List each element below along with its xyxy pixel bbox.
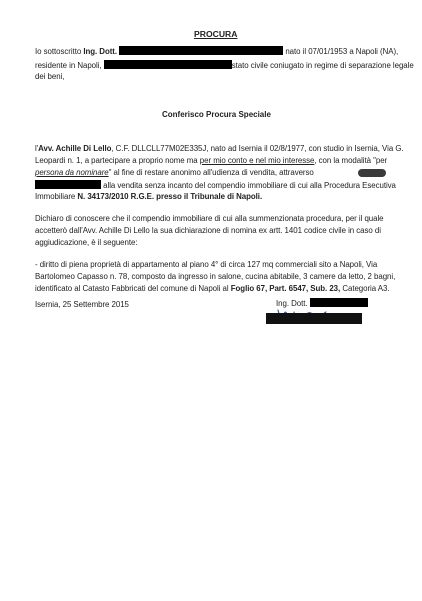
- para3-line-2: Bartolomeo Capasso n. 78, composto da ingresso in salone, cucina abitabile, 3 camere da letto, 2 bagni,: [35, 272, 396, 281]
- para1-line-2: Leopardi n. 1, a partecipare a proprio nome ma per mio conto e nel mio interesse, con la modalità "per: [35, 156, 388, 165]
- redacted-name: [119, 46, 283, 55]
- para1-line-5: Immobiliare N. 34173/2010 R.G.E. presso il Tribunale di Napoli.: [35, 192, 263, 201]
- redacted-address: [104, 60, 232, 69]
- intro-line-1: Io sottoscritto Ing. Dott. nato il 07/01/1953 a Napoli (NA),: [35, 47, 399, 56]
- para1-line-3: persona da nominare" al fine di restare anonimo all'udienza di vendita, attraverso: [35, 168, 314, 177]
- place-date: Isernia, 25 Settembre 2015: [35, 300, 129, 309]
- section-subtitle: Conferisco Procura Speciale: [162, 110, 271, 119]
- para3-line-1: - diritto di piena proprietà di appartamento al piano 4° di circa 127 mq commerciali sito a Napoli, Via: [35, 260, 378, 269]
- para2-line-3: aggiudicazione, è il seguente:: [35, 238, 138, 247]
- para1-line-4: alla vendita senza incanto del compendio immobiliare di cui alla Procedura Esecutiva: [35, 180, 396, 191]
- document-title: PROCURA: [194, 29, 238, 39]
- para3-line-3: identificato al Catasto Fabbricati del comune di Napoli al Foglio 67, Part. 6547, Sub. 23, Categoria A3.: [35, 284, 390, 293]
- redacted-mark: [358, 169, 386, 177]
- para2-line-1: Dichiaro di conoscere che il compendio immobiliare di cui alla summenzionata procedura, per il quale: [35, 214, 384, 223]
- intro-line-3: dei beni,: [35, 72, 65, 81]
- redacted-signature: [266, 313, 362, 324]
- intro-line-2: residente in Napoli, stato civile coniugato in regime di separazione legale: [35, 61, 414, 70]
- para2-line-2: accetterò dall'Avv. Achille Di Lello la sua dichiarazione di nomina ex artt. 1401 codice civile in caso di: [35, 226, 381, 235]
- redacted-entity: [35, 180, 101, 189]
- signer-line: Ing. Dott.: [276, 298, 368, 309]
- para1-line-1: l'Avv. Achille Di Lello, C.F. DLLCLL77M02E335J, nato ad Isernia il 02/8/1977, con studio in Isernia, Via G.: [35, 144, 404, 153]
